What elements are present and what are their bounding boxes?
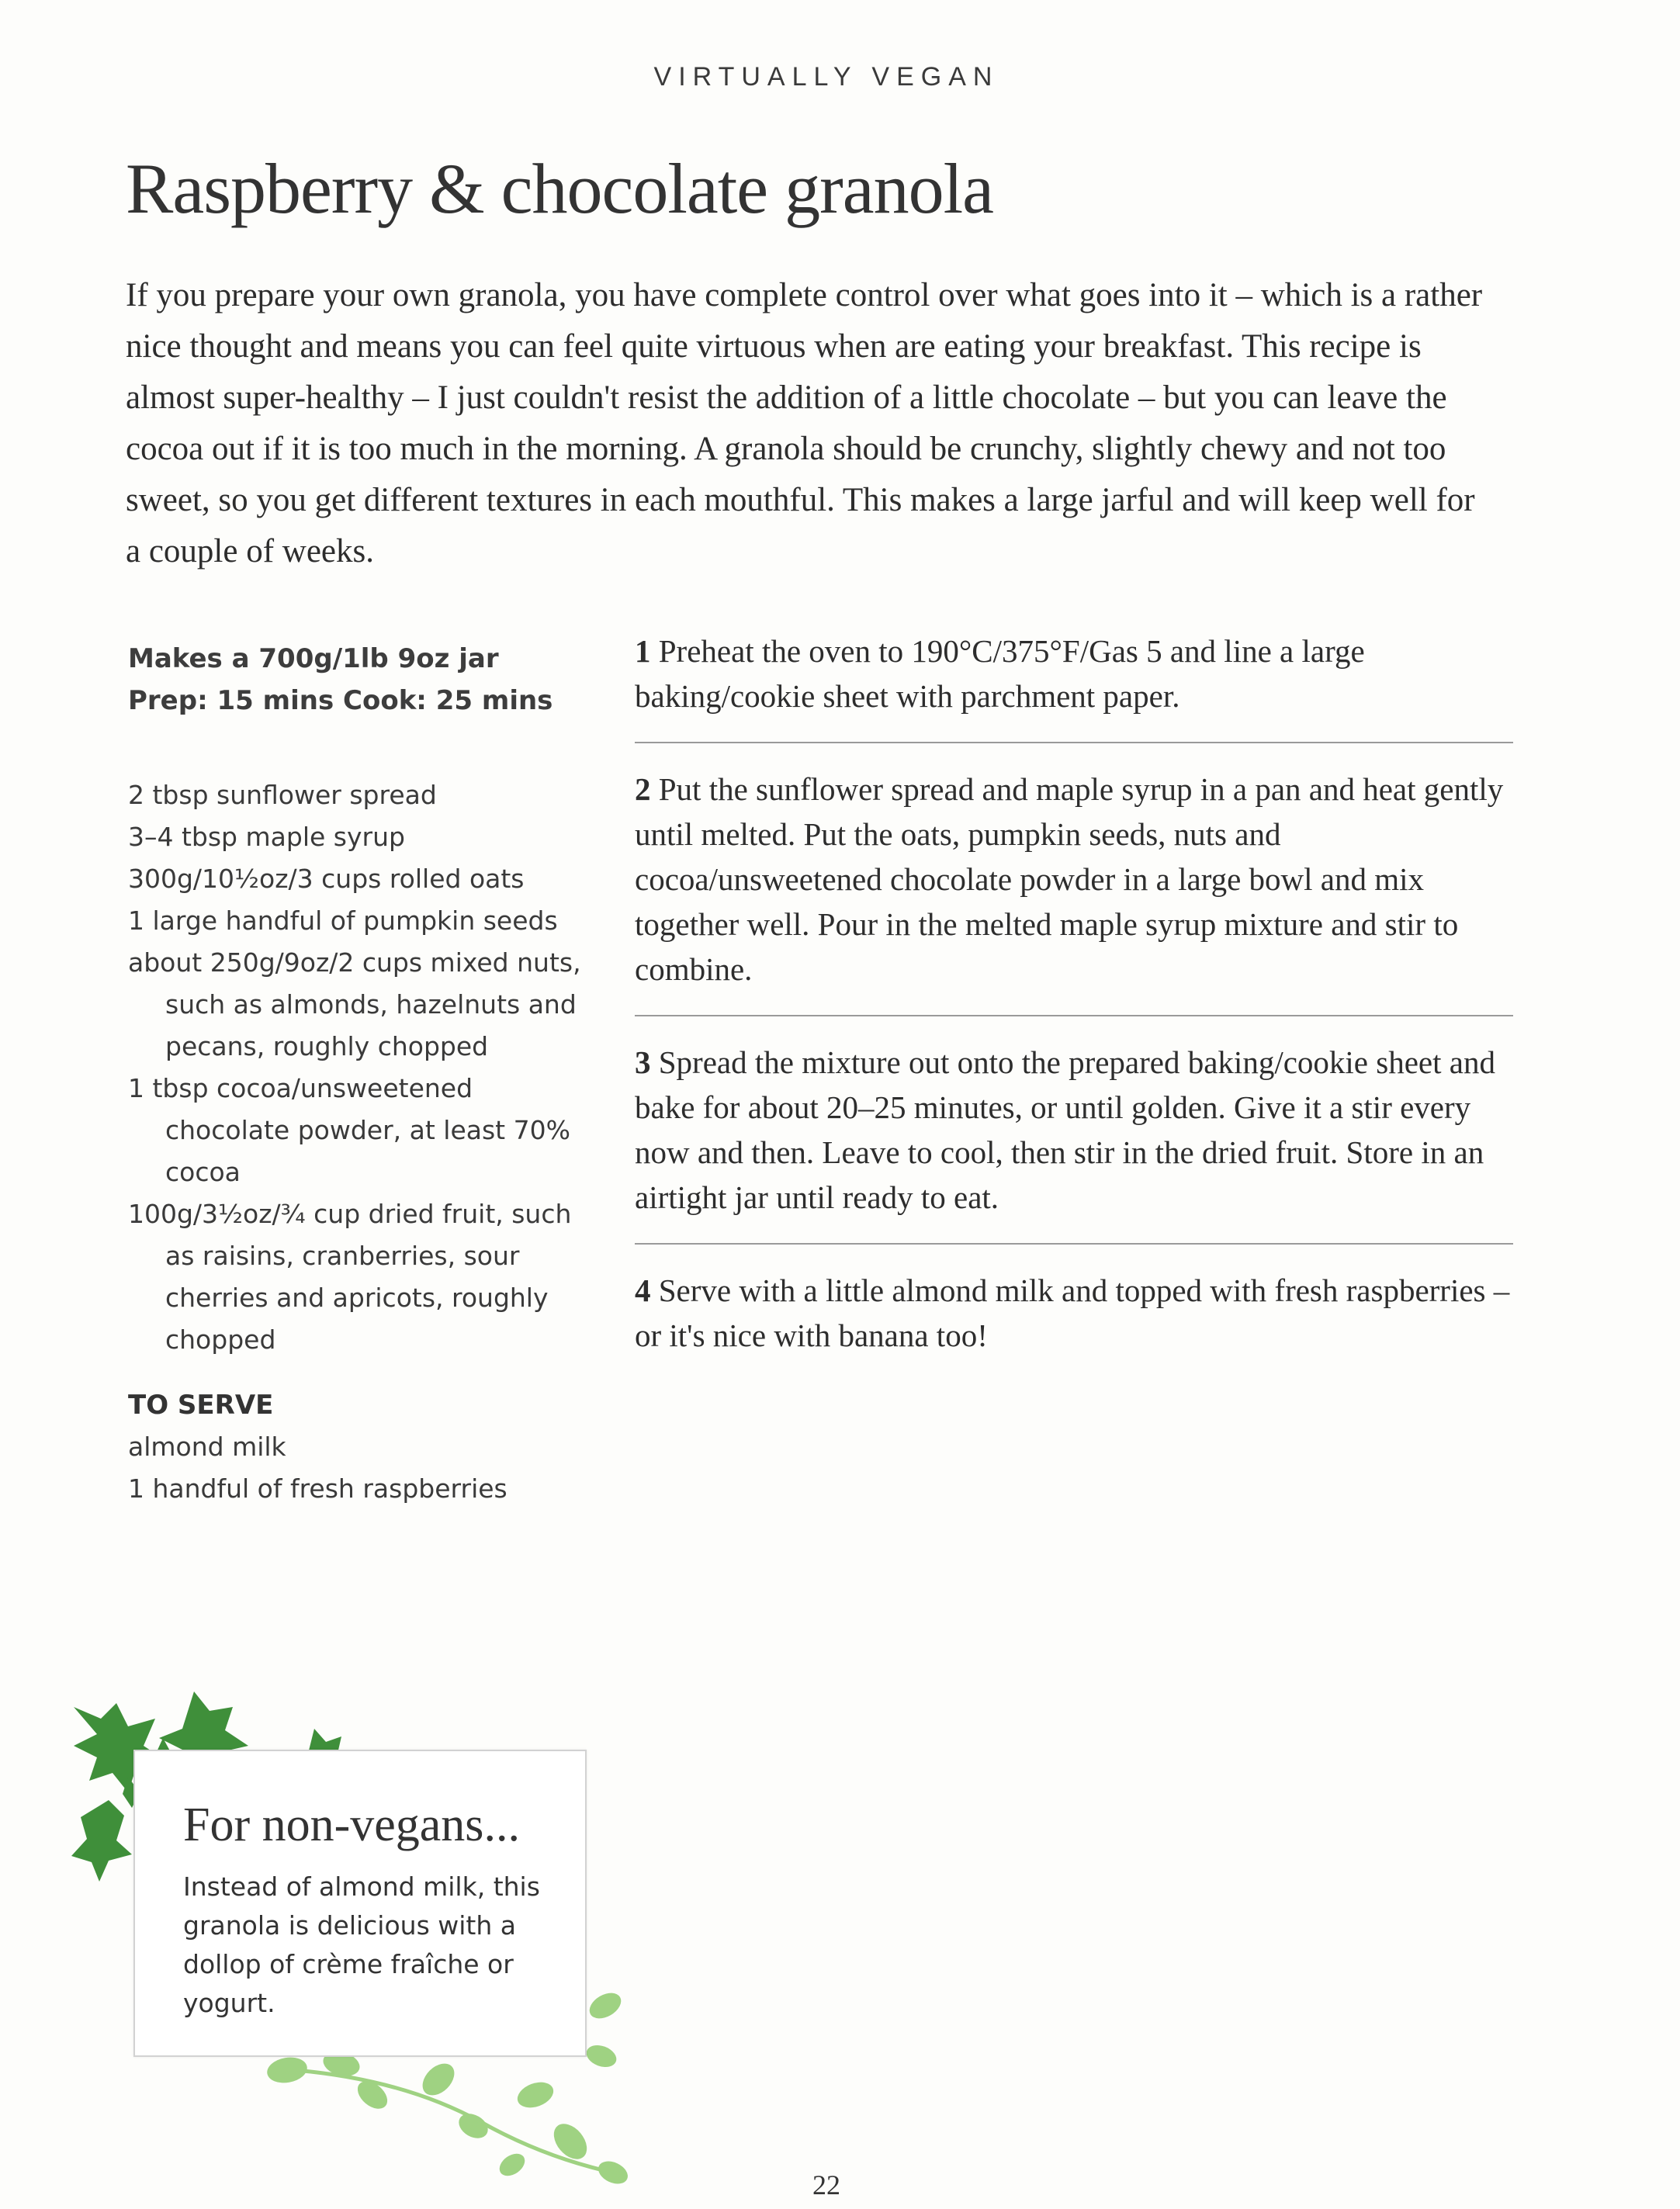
to-serve-list — [128, 1426, 594, 1510]
ingredients-column — [128, 638, 594, 1510]
tip-box — [133, 1750, 587, 2057]
serve-item: almond milk — [128, 1432, 286, 1462]
step-text: Preheat the oven to 190°C/375°F/Gas 5 and line a large baking/cookie sheet with parchment paper. — [635, 633, 1365, 714]
ingredient-item: 3–4 tbsp maple syrup — [128, 822, 405, 852]
ingredient-item: 300g/10½oz/3 cups rolled oats — [128, 864, 525, 894]
ingredients-list — [128, 774, 594, 1361]
method-step-1 — [635, 628, 1513, 743]
method-step-4 — [635, 1268, 1513, 1381]
ingredient-item: 1 large handful of pumpkin seeds — [128, 905, 558, 936]
serve-item: 1 handful of fresh raspberries — [128, 1473, 507, 1504]
step-text: Put the sunflower spread and maple syrup in a pan and heat gently until melted. Put the oats, pumpkin seeds, nuts and cocoa/unsweetened chocolate powder in a large bowl and mix together well. Pour in the melted maple syrup mixture and stir to combine. — [635, 771, 1504, 987]
running-head: VIRTUALLY VEGAN — [653, 62, 999, 92]
method-column — [635, 628, 1513, 1404]
tip-title: For non-vegans... — [183, 1799, 520, 1851]
tip-text: Instead of almond milk, this granola is delicious with a dollop of crème fraîche or yogurt. — [183, 1871, 540, 2018]
step-text: Serve with a little almond milk and topped with fresh raspberries – or it's nice with banana too! — [635, 1272, 1510, 1353]
yield-times: Prep: 15 mins Cook: 25 mins — [128, 685, 553, 716]
page-number: 22 — [812, 2169, 840, 2200]
step-number: 3 — [635, 1044, 651, 1080]
ingredient-item: 2 tbsp sunflower spread — [128, 780, 437, 810]
ingredient-item: 100g/3½oz/¾ cup dried fruit, such as raisins, cranberries, sour cherries and apricots, roughly chopped — [128, 1199, 572, 1355]
step-number: 2 — [635, 771, 651, 807]
yield-makes: Makes a 700g/1lb 9oz jar — [128, 643, 499, 674]
method-step-3 — [635, 1040, 1513, 1245]
recipe-intro: If you prepare your own granola, you have complete control over what goes into it – which is a rather nice thought and means you can feel quite virtuous when are eating your breakfast. This recipe is almost super-healthy – I just couldn't resist the addition of a little chocolate – but you can leave the cocoa out if it is too much in the morning. A granola should be crunchy, slightly chewy and not too sweet, so you get different textures in each mouthful. This makes a large jarful and will keep well for a couple of weeks. — [126, 277, 1483, 570]
ingredient-item: 1 tbsp cocoa/unsweetened chocolate powder, at least 70% cocoa — [128, 1073, 570, 1187]
method-step-2 — [635, 767, 1513, 1016]
ingredient-item: about 250g/9oz/2 cups mixed nuts, such as almonds, hazelnuts and pecans, roughly chopped — [128, 947, 581, 1061]
step-number: 1 — [635, 633, 651, 669]
step-number: 4 — [635, 1272, 651, 1308]
recipe-title: Raspberry & chocolate granola — [126, 149, 993, 228]
to-serve-heading: TO SERVE — [128, 1390, 274, 1421]
step-text: Spread the mixture out onto the prepared baking/cookie sheet and bake for about 20–25 minutes, or until golden. Give it a stir every now and then. Leave to cool, then stir in the dried fruit. Store in an airtight jar until ready to eat. — [635, 1044, 1495, 1215]
